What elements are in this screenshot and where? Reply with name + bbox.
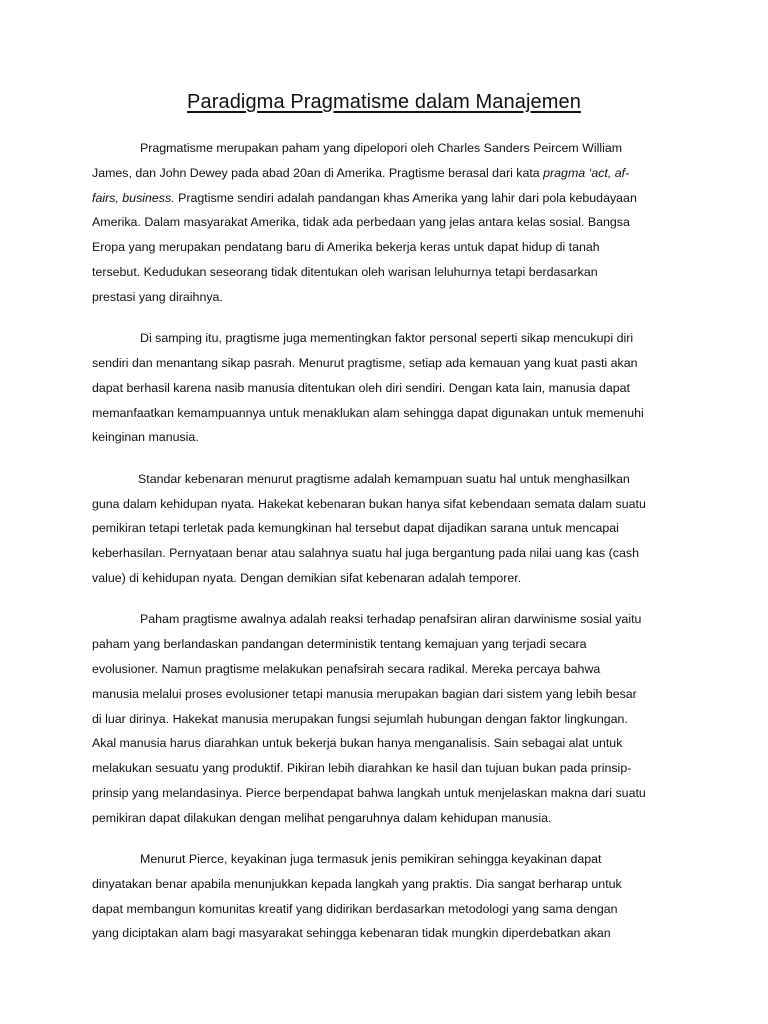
paragraph-line: prestasi yang diraihnya.	[92, 289, 223, 304]
paragraph-line: evolusioner. Namun pragtisme melakukan penafsirah secara radikal. Mereka percaya bahwa	[92, 661, 601, 676]
paragraph-line: pemikiran dapat dilakukan dengan melihat pengaruhnya dalam kehidupan manusia.	[92, 810, 552, 825]
paragraph-line: Eropa yang merupakan pendatang baru di Amerika bekerja keras untuk dapat hidup di tanah	[92, 240, 600, 255]
paragraph-line: sendiri dan menantang sikap pasrah. Menurut pragtisme, setiap ada kemauan yang kuat pasti akan	[92, 355, 638, 370]
paragraph-line: Di samping itu, pragtisme juga mementingkan faktor personal seperti sikap mencukupi diri	[140, 331, 634, 346]
italic-term: pragma ‘act, af-	[543, 165, 630, 180]
paragraph-line: dapat berhasil karena nasib manusia ditentukan oleh diri sendiri. Dengan kata lain, manusia dapat	[92, 380, 630, 395]
paragraph-line: melakukan sesuatu yang produktif. Pikiran lebih diarahkan ke hasil dan tujuan bukan pada prinsip-	[92, 761, 632, 776]
paragraph-2	[92, 326, 680, 450]
paragraph-text: James, dan John Dewey pada abad 20an di Amerika. Pragtisme berasal dari kata	[92, 165, 544, 180]
paragraph-line: Paham pragtisme awalnya adalah reaksi terhadap penafsiran aliran darwinisme sosial yaitu	[140, 612, 642, 627]
paragraph-line: prinsip yang melandasinya. Pierce berpendapat bahwa langkah untuk menjelaskan makna dari suatu	[92, 785, 646, 800]
paragraph-4	[92, 607, 680, 830]
paragraph-line: Menurut Pierce, keyakinan juga termasuk jenis pemikiran sehingga keyakinan dapat	[140, 852, 602, 867]
paragraph-3	[92, 467, 680, 591]
paragraph-line: yang diciptakan alam bagi masyarakat sehingga kebenaran tidak mungkin diperdebatkan akan	[92, 926, 611, 941]
document-body	[92, 136, 680, 963]
paragraph-line: guna dalam kehidupan nyata. Hakekat kebenaran bukan hanya sifat kebendaan semata dalam suatu	[92, 496, 646, 511]
paragraph-5	[92, 847, 680, 946]
paragraph-line	[92, 161, 680, 186]
paragraph-line: pemikiran tetapi terletak pada kemungkinan hal tersebut dapat dijadikan sarana untuk mencapai	[92, 521, 619, 536]
paragraph-line: di luar dirinya. Hakekat manusia merupakan fungsi sejumlah hubungan dengan faktor lingkungan.	[92, 711, 628, 726]
paragraph-line: paham yang berlandaskan pandangan deterministik tentang kemajuan yang terjadi secara	[92, 637, 587, 652]
paragraph-line: dinyatakan benar apabila menunjukkan kepada langkah yang praktis. Dia sangat berharap untuk	[92, 876, 622, 891]
document-title: Paradigma Pragmatisme dalam Manajemen	[187, 91, 581, 113]
paragraph-line: Akal manusia harus diarahkan untuk bekerja bukan hanya menganalisis. Sain sebagai alat untuk	[92, 736, 623, 751]
paragraph-line: keinginan manusia.	[92, 430, 199, 445]
paragraph-line	[92, 186, 680, 211]
paragraph-line: Amerika. Dalam masyarakat Amerika, tidak ada perbedaan yang jelas antara kelas sosial. Bangsa	[92, 215, 630, 230]
paragraph-line: memanfaatkan kemampuannya untuk menaklukan alam sehingga dapat digunakan untuk memenuhi	[92, 405, 644, 420]
paragraph-line: manusia melalui proses evolusioner tetapi manusia merupakan bagian dari sistem yang lebih besar	[92, 686, 637, 701]
italic-term: fairs, business.	[92, 190, 175, 205]
paragraph-line: tersebut. Kedudukan seseorang tidak ditentukan oleh warisan leluhurnya tetapi berdasarkan	[92, 264, 598, 279]
paragraph-1	[92, 136, 680, 310]
paragraph-line: Pragmatisme merupakan paham yang dipelopori oleh Charles Sanders Peircem William	[140, 141, 623, 155]
paragraph-text: Pragtisme sendiri adalah pandangan khas Amerika yang lahir dari pola kebudayaan	[174, 190, 637, 205]
paragraph-line: value) di kehidupan nyata. Dengan demikian sifat kebenaran adalah temporer.	[92, 570, 522, 585]
paragraph-line: dapat membangun komunitas kreatif yang didirikan berdasarkan metodologi yang sama dengan	[92, 901, 618, 916]
paragraph-line: keberhasilan. Pernyataan benar atau salahnya suatu hal juga bergantung pada nilai uang kas (cash	[92, 546, 639, 561]
paragraph-line: Standar kebenaran menurut pragtisme adalah kemampuan suatu hal untuk menghasilkan	[138, 471, 630, 486]
